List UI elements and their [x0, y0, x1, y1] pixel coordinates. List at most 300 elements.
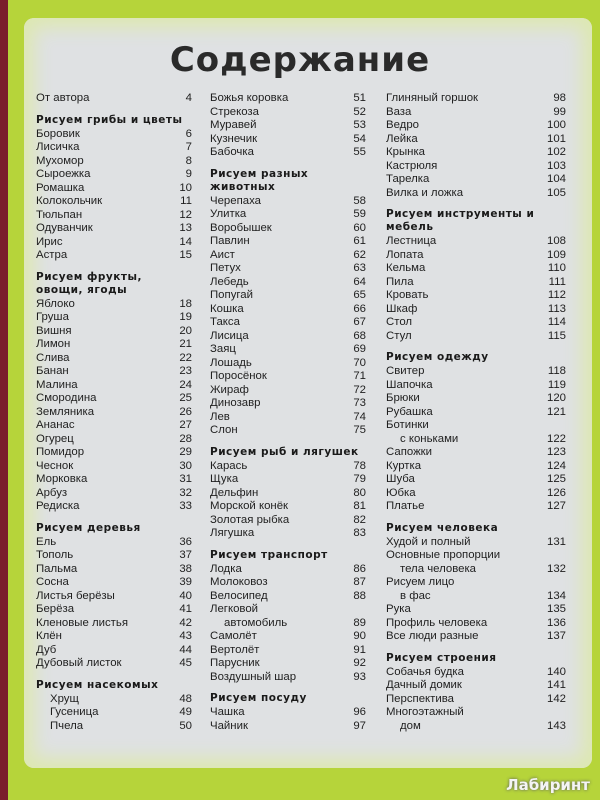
entry-page-number: 55 [353, 146, 366, 158]
toc-column-3 [386, 92, 566, 733]
entry-title: Рубашка [386, 405, 433, 418]
entry-page-number: 8 [185, 154, 192, 167]
entry-title: Листья берёзы [36, 589, 115, 602]
entry-title: Пчела [50, 719, 84, 732]
entry-title: Тополь [36, 549, 74, 561]
toc-entry [210, 119, 366, 133]
toc-entry [210, 343, 366, 357]
entry-title: Дуб [36, 643, 57, 656]
toc-entry [386, 379, 566, 393]
entry-page-number: 91 [353, 643, 366, 656]
entry-title: Ель [36, 535, 57, 548]
toc-entry [210, 473, 366, 487]
entry-page-number: 119 [547, 378, 566, 391]
entry-title: Лодка [210, 562, 242, 575]
entry-page-number: 18 [179, 297, 192, 310]
toc-entry [210, 276, 366, 290]
entry-title: Свитер [386, 365, 425, 377]
entry-page-number: 118 [547, 365, 566, 377]
toc-entry [210, 384, 366, 398]
entry-page-number: 37 [179, 549, 192, 561]
toc-entry [386, 487, 566, 501]
entry-title: Попугай [210, 289, 253, 301]
entry-page-number: 26 [179, 405, 192, 418]
toc-entry [36, 446, 192, 460]
toc-entry [210, 222, 366, 236]
toc-entry [386, 262, 566, 276]
section-heading: Рисуем рыб и лягушек [210, 445, 359, 458]
entry-title: Лопата [386, 248, 424, 261]
entry-page-number: 143 [546, 719, 566, 732]
entry-page-number: 131 [546, 535, 566, 548]
toc-entry [210, 92, 366, 106]
entry-page-number: 6 [185, 127, 192, 140]
toc-entry [36, 487, 192, 501]
entry-title: Лебедь [210, 275, 249, 288]
toc-entry [36, 249, 192, 263]
entry-page-number: 109 [546, 248, 566, 261]
toc-entry [386, 706, 566, 720]
entry-title: Карась [210, 459, 248, 472]
toc-entry [210, 563, 366, 577]
entry-page-number: 63 [353, 262, 366, 274]
entry-page-number: 110 [547, 262, 566, 274]
toc-entry [386, 392, 566, 406]
toc-entry [210, 133, 366, 147]
entry-title: Клён [36, 630, 62, 642]
entry-page-number: 15 [179, 249, 192, 261]
toc-entry [210, 316, 366, 330]
toc-entry [386, 666, 566, 680]
toc-entry [36, 379, 192, 393]
toc-entry [386, 160, 566, 174]
toc-entry [210, 370, 366, 384]
entry-title: Лимон [36, 338, 71, 350]
entry-title: Вертолёт [210, 643, 260, 656]
toc-entry [210, 603, 366, 617]
toc-entry [210, 617, 366, 631]
toc-entry [386, 249, 566, 263]
entry-page-number: 141 [546, 679, 566, 691]
entry-title: Стол [386, 316, 413, 328]
toc-entry [36, 236, 192, 250]
section-heading: Рисуем инструменты и мебель [386, 208, 535, 233]
toc-entry [210, 630, 366, 644]
toc-entry [36, 549, 192, 563]
entry-title: Яблоко [36, 297, 75, 310]
entry-page-number: 22 [179, 351, 192, 364]
toc-entry [210, 671, 366, 685]
entry-page-number: 112 [547, 289, 566, 301]
toc-entry [36, 590, 192, 604]
toc-entry [210, 527, 366, 541]
toc-entry [386, 276, 566, 290]
entry-page-number: 52 [353, 105, 366, 118]
entry-page-number: 102 [546, 146, 566, 158]
toc-entry [210, 357, 366, 371]
entry-page-number: 126 [546, 486, 566, 499]
entry-title: Шапочка [386, 378, 433, 391]
entry-page-number: 89 [353, 616, 366, 629]
entry-page-number: 83 [353, 527, 366, 539]
entry-title: Кузнечик [210, 132, 258, 145]
section-heading: Рисуем строения [386, 651, 497, 664]
toc-entry [386, 92, 566, 106]
entry-page-number: 115 [547, 329, 566, 342]
entry-page-number: 24 [179, 378, 192, 391]
toc-entry [210, 460, 366, 474]
toc-entry [386, 303, 566, 317]
entry-page-number: 62 [353, 248, 366, 261]
section-heading: Рисуем транспорт [210, 548, 328, 561]
entry-title: Лисица [210, 329, 249, 342]
entry-title: Тюльпан [36, 208, 83, 221]
entry-title: Кошка [210, 302, 244, 315]
entry-title: Помидор [36, 446, 85, 458]
entry-page-number: 78 [353, 459, 366, 472]
entry-page-number: 13 [179, 222, 192, 234]
entry-page-number: 127 [546, 500, 566, 512]
section-heading: Рисуем одежду [386, 351, 489, 363]
toc-entry [36, 419, 192, 433]
toc-entry [210, 644, 366, 658]
entry-title: Мухомор [36, 154, 84, 167]
toc-entry [386, 187, 566, 201]
entry-title: Лестница [386, 235, 437, 247]
entry-title: Сосна [36, 576, 69, 588]
toc-entry [386, 563, 566, 577]
toc-entry [210, 590, 366, 604]
toc-entry [386, 146, 566, 160]
entry-page-number: 123 [546, 446, 566, 458]
entry-title: Куртка [386, 459, 422, 472]
toc-entry [210, 106, 366, 120]
toc-entry [36, 182, 192, 196]
entry-page-number: 92 [353, 657, 366, 669]
entry-title: Все люди разные [386, 630, 479, 642]
entry-title: Дубовый листок [36, 657, 122, 669]
entry-page-number: 125 [546, 473, 566, 485]
toc-entry [36, 500, 192, 514]
toc-entry [386, 536, 566, 550]
entry-page-number: 70 [353, 356, 366, 369]
section-heading: Рисуем разных животных [210, 167, 309, 193]
toc-entry [386, 460, 566, 474]
toc-entry [386, 173, 566, 187]
entry-page-number: 9 [185, 168, 192, 180]
entry-page-number: 7 [185, 141, 192, 153]
toc-entry [36, 141, 192, 155]
entry-page-number: 135 [546, 603, 566, 615]
entry-page-number: 38 [179, 562, 192, 575]
toc-entry [386, 316, 566, 330]
entry-page-number: 113 [547, 302, 566, 315]
entry-page-number: 69 [353, 343, 366, 355]
entry-title: Воробышек [210, 221, 272, 234]
entry-page-number: 105 [546, 186, 566, 199]
entry-title: Дачный домик [386, 679, 462, 691]
entry-page-number: 27 [179, 419, 192, 431]
entry-page-number: 45 [179, 657, 192, 669]
entry-page-number: 71 [353, 370, 366, 382]
toc-entry [36, 617, 192, 631]
entry-title: Легковой [210, 603, 259, 615]
entry-title: Рука [386, 603, 411, 615]
entry-page-number: 19 [179, 311, 192, 323]
entry-title: Морской конёк [210, 500, 289, 512]
section-heading: Рисуем фрукты, овощи, ягоды [36, 270, 142, 296]
entry-title: Лягушка [210, 527, 255, 539]
toc-entry [210, 262, 366, 276]
entry-page-number: 14 [179, 235, 192, 248]
entry-title: Морковка [36, 473, 88, 485]
entry-title: Ведро [386, 119, 419, 131]
entry-page-number: 98 [553, 92, 566, 104]
entry-title: Лошадь [210, 356, 252, 369]
entry-title: Основные пропорции [386, 549, 501, 561]
entry-page-number: 122 [546, 432, 566, 445]
entry-page-number: 111 [548, 275, 566, 288]
toc-entry [36, 473, 192, 487]
toc-entry [386, 133, 566, 147]
toc-entry [36, 392, 192, 406]
entry-page-number: 124 [546, 459, 566, 472]
entry-title: Воздушный шар [210, 670, 297, 683]
entry-page-number: 132 [546, 562, 566, 575]
entry-page-number: 142 [546, 692, 566, 705]
entry-title: Тарелка [386, 173, 430, 185]
entry-title: Такса [210, 316, 240, 328]
entry-page-number: 41 [179, 603, 192, 615]
entry-title: Ваза [386, 105, 412, 118]
toc-entry [36, 365, 192, 379]
entry-title: Ботинки [386, 419, 429, 431]
entry-title: Шкаф [386, 302, 418, 315]
entry-page-number: 59 [353, 208, 366, 220]
entry-page-number: 28 [179, 432, 192, 445]
toc-entry [386, 603, 566, 617]
entry-page-number: 88 [353, 589, 366, 602]
toc-entry [210, 487, 366, 501]
toc-entry [210, 514, 366, 528]
entry-title: дом [400, 719, 421, 732]
entry-title: Щука [210, 473, 239, 485]
toc-entry [36, 576, 192, 590]
entry-page-number: 44 [179, 643, 192, 656]
entry-page-number: 97 [353, 719, 366, 732]
toc-entry [386, 106, 566, 120]
entry-page-number: 96 [353, 706, 366, 718]
entry-page-number: 30 [179, 459, 192, 472]
toc-entry [36, 325, 192, 339]
entry-title: Кельма [386, 262, 426, 274]
entry-page-number: 99 [553, 105, 566, 118]
entry-page-number: 21 [179, 338, 192, 350]
toc-entry [210, 706, 366, 720]
entry-page-number: 73 [353, 397, 366, 409]
entry-title: Ромашка [36, 181, 85, 194]
entry-page-number: 75 [353, 424, 366, 436]
toc-entry [36, 563, 192, 577]
entry-title: с коньками [400, 432, 459, 445]
entry-title: Чашка [210, 706, 245, 718]
entry-title: Худой и полный [386, 535, 471, 548]
toc-entry [36, 222, 192, 236]
entry-title: Пила [386, 275, 414, 288]
entry-title: Профиль человека [386, 616, 488, 629]
toc-entry [386, 446, 566, 460]
section-heading: Рисуем посуду [210, 692, 307, 704]
entry-page-number: 39 [179, 576, 192, 588]
toc-entry [386, 433, 566, 447]
entry-title: Заяц [210, 343, 236, 355]
entry-page-number: 10 [179, 181, 192, 194]
entry-title: Хрущ [50, 692, 79, 705]
entry-page-number: 100 [546, 119, 566, 131]
toc-entry [386, 289, 566, 303]
toc-entry [210, 195, 366, 209]
toc-entry [36, 720, 192, 734]
toc-entry [36, 630, 192, 644]
toc-entry [36, 460, 192, 474]
entry-title: в фас [400, 589, 431, 602]
entry-page-number: 121 [546, 405, 566, 418]
entry-title: Стрекоза [210, 105, 259, 118]
toc-entry [386, 330, 566, 344]
toc-entry [386, 419, 566, 433]
entry-page-number: 79 [353, 473, 366, 485]
toc-entry [386, 549, 566, 563]
toc-entry [386, 576, 566, 590]
entry-page-number: 72 [353, 383, 366, 396]
entry-page-number: 68 [353, 329, 366, 342]
toc-entry [210, 289, 366, 303]
entry-page-number: 50 [179, 719, 192, 732]
entry-title: Павлин [210, 235, 250, 247]
entry-title: Улитка [210, 208, 247, 220]
entry-title: Груша [36, 311, 69, 323]
entry-page-number: 114 [547, 316, 566, 328]
entry-page-number: 108 [546, 235, 566, 247]
toc-entry [210, 235, 366, 249]
entry-title: Кленовые листья [36, 616, 129, 629]
entry-page-number: 103 [546, 159, 566, 172]
entry-title: От автора [36, 92, 90, 104]
entry-title: Лисичка [36, 141, 80, 153]
entry-title: Платье [386, 500, 425, 512]
entry-page-number: 11 [180, 195, 192, 207]
entry-title: Астра [36, 249, 68, 261]
toc-entry [36, 693, 192, 707]
entry-page-number: 66 [353, 302, 366, 315]
entry-title: Вилка и ложка [386, 186, 464, 199]
toc-entry [386, 693, 566, 707]
entry-title: Берёза [36, 603, 75, 615]
toc-entry [386, 235, 566, 249]
entry-page-number: 67 [353, 316, 366, 328]
entry-title: Кровать [386, 289, 429, 301]
entry-page-number: 65 [353, 289, 366, 301]
entry-title: Поросёнок [210, 370, 267, 382]
entry-page-number: 49 [179, 706, 192, 718]
entry-page-number: 90 [353, 630, 366, 642]
toc-entry [36, 168, 192, 182]
toc-entry [36, 311, 192, 325]
page-title: Содержание [169, 40, 431, 80]
entry-title: Арбуз [36, 486, 68, 499]
entry-title: Ананас [36, 419, 75, 431]
entry-page-number: 53 [353, 119, 366, 131]
entry-title: Чеснок [36, 459, 74, 472]
toc-entry [36, 657, 192, 671]
toc-entry [386, 720, 566, 734]
toc-entry [386, 365, 566, 379]
entry-page-number: 48 [179, 692, 192, 705]
entry-page-number: 54 [353, 132, 366, 145]
entry-page-number: 32 [179, 486, 192, 499]
entry-title: Малина [36, 378, 78, 391]
entry-title: Кастрюля [386, 159, 438, 172]
entry-page-number: 33 [179, 500, 192, 512]
entry-title: Петух [210, 262, 241, 274]
toc-entry [210, 146, 366, 160]
toc-entry [36, 603, 192, 617]
toc-entry [386, 406, 566, 420]
toc-entry [36, 433, 192, 447]
toc-entry [36, 536, 192, 550]
entry-title: Одуванчик [36, 222, 93, 234]
entry-title: Божья коровка [210, 92, 289, 104]
entry-title: Шуба [386, 473, 415, 485]
entry-title: Стул [386, 329, 412, 342]
entry-title: Парусник [210, 657, 260, 669]
toc-entry [210, 720, 366, 734]
toc-entry [210, 500, 366, 514]
watermark-logo: Лабиринт [506, 776, 590, 794]
entry-page-number: 20 [179, 324, 192, 337]
entry-title: Глиняный горшок [386, 92, 479, 104]
entry-page-number: 40 [179, 589, 192, 602]
section-heading: Рисуем человека [386, 521, 499, 534]
entry-page-number: 43 [179, 630, 192, 642]
entry-title: Огурец [36, 432, 74, 445]
entry-title: Сапожки [386, 446, 433, 458]
entry-title: Лев [210, 410, 230, 423]
entry-title: Земляника [36, 405, 95, 418]
entry-title: Ирис [36, 235, 63, 248]
entry-page-number: 4 [185, 92, 192, 104]
entry-page-number: 136 [546, 616, 566, 629]
entry-title: тела человека [400, 562, 477, 575]
toc-entry [210, 576, 366, 590]
toc-column-2 [210, 92, 366, 733]
entry-title: Золотая рыбка [210, 513, 290, 526]
entry-title: Перспектива [386, 692, 455, 705]
entry-page-number: 120 [546, 392, 566, 404]
toc-entry [386, 679, 566, 693]
entry-title: Собачья будка [386, 665, 464, 678]
entry-title: Редиска [36, 500, 80, 512]
entry-page-number: 58 [353, 194, 366, 207]
toc-entry [386, 500, 566, 514]
entry-page-number: 137 [546, 630, 566, 642]
toc-entry [386, 590, 566, 604]
toc-column-1 [36, 92, 192, 733]
entry-page-number: 81 [353, 500, 366, 512]
entry-page-number: 101 [546, 132, 566, 145]
entry-page-number: 104 [546, 173, 566, 185]
toc-entry [386, 630, 566, 644]
